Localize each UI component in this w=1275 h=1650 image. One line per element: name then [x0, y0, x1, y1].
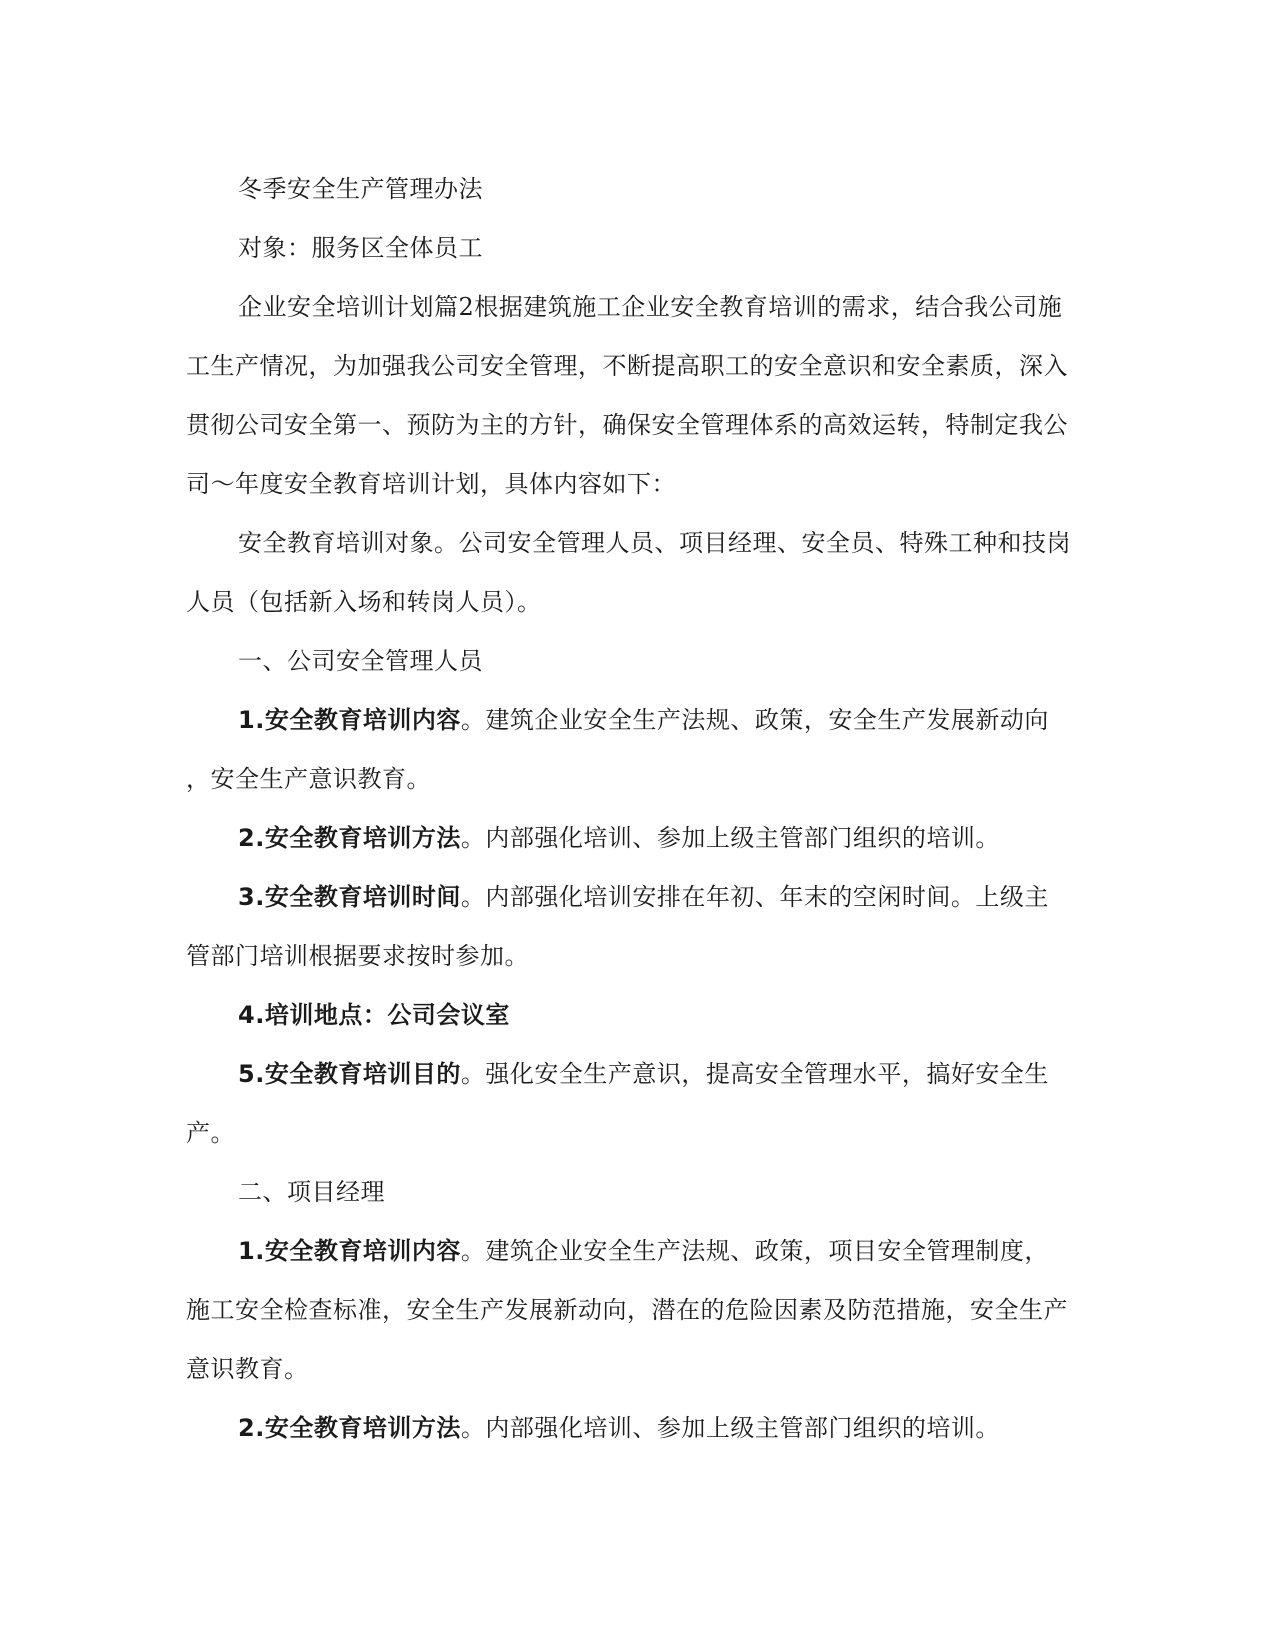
doc-title: 冬季安全生产管理办法	[238, 175, 483, 203]
section1-item5	[186, 1045, 1086, 1104]
section1-item3-label: 3.安全教育培训时间	[238, 883, 461, 911]
section1-item3-text: 。内部强化培训安排在年初、年末的空闲时间。上级主	[460, 883, 1049, 911]
targets-line-2: 人员（包括新入场和转岗人员）。	[186, 588, 542, 616]
section1-item1-label: 1.安全教育培训内容	[238, 706, 461, 734]
section1-item2-text: 。内部强化培训、参加上级主管部门组织的培训。	[460, 824, 1000, 852]
intro-line-1: 企业安全培训计划篇2根据建筑施工企业安全教育培训的需求，结合我公司施	[238, 293, 1063, 321]
section2-item2	[186, 1399, 1086, 1458]
section2-item2-text: 。内部强化培训、参加上级主管部门组织的培训。	[460, 1414, 1000, 1442]
section2-item1-label: 1.安全教育培训内容	[238, 1237, 461, 1265]
section1-item3	[186, 868, 1086, 927]
section1-item3-cont: 管部门培训根据要求按时参加。	[186, 942, 529, 970]
section2-item1-cont2: 意识教育。	[186, 1355, 309, 1383]
section1-item1	[186, 691, 1086, 750]
section1-item2	[186, 809, 1086, 868]
intro-line-3: 贯彻公司安全第一、预防为主的方针，确保安全管理体系的高效运转，特制定我公	[186, 411, 1068, 439]
section1-item5-text: 。强化安全生产意识，提高安全管理水平，搞好安全生	[460, 1060, 1049, 1088]
section1-heading: 一、公司安全管理人员	[238, 647, 483, 675]
targets-line-1: 安全教育培训对象。公司安全管理人员、项目经理、安全员、特殊工种和技岗	[238, 529, 1071, 557]
section2-item1	[186, 1222, 1086, 1281]
section1-item2-label: 2.安全教育培训方法	[238, 824, 461, 852]
section1-item1-text: 。建筑企业安全生产法规、政策，安全生产发展新动向	[460, 706, 1049, 734]
section1-item4	[186, 986, 1086, 1045]
section2-heading: 二、项目经理	[238, 1178, 385, 1206]
section1-item1-cont: ，安全生产意识教育。	[186, 765, 431, 793]
section1-item4-label: 4.培训地点：公司会议室	[238, 1001, 510, 1029]
intro-line-4: 司～年度安全教育培训计划，具体内容如下：	[186, 470, 676, 498]
document-page	[186, 160, 1086, 1458]
section2-item1-text: 。建筑企业安全生产法规、政策，项目安全管理制度，	[460, 1237, 1049, 1265]
section2-item1-cont1: 施工安全检查标准，安全生产发展新动向，潜在的危险因素及防范措施，安全生产	[186, 1296, 1068, 1324]
intro-line-2: 工生产情况，为加强我公司安全管理，不断提高职工的安全意识和安全素质，深入	[186, 352, 1068, 380]
section1-item5-label: 5.安全教育培训目的	[238, 1060, 461, 1088]
section2-item2-label: 2.安全教育培训方法	[238, 1414, 461, 1442]
section1-item5-cont: 产。	[186, 1119, 235, 1147]
audience-line: 对象：服务区全体员工	[238, 234, 483, 262]
